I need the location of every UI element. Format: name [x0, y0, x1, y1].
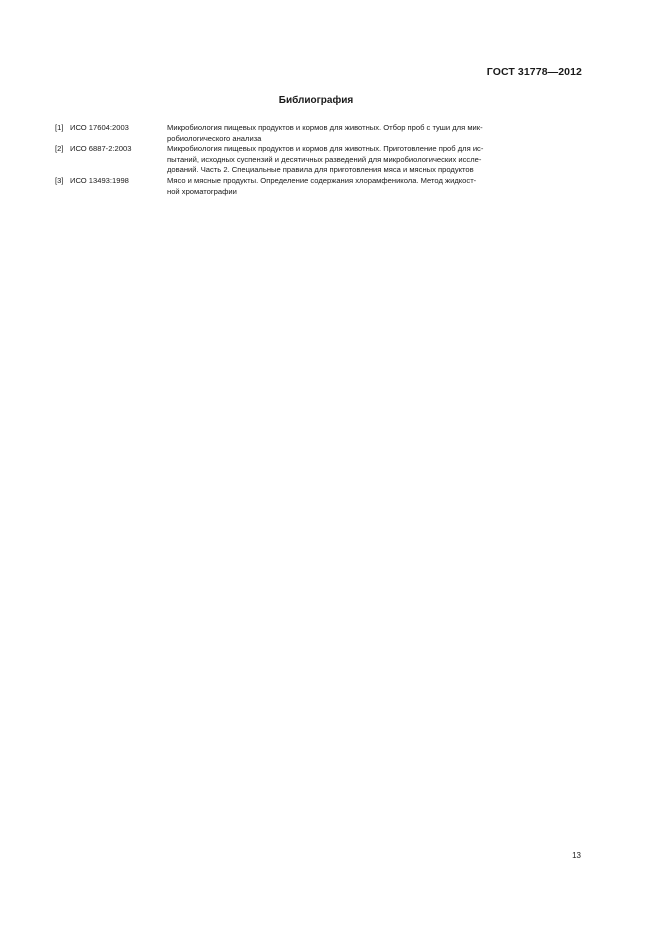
reference-line: робиологического анализа [167, 133, 262, 143]
reference-description [167, 144, 585, 176]
reference-list [55, 123, 585, 197]
reference-number: [2] [55, 144, 64, 154]
reference-number: [1] [55, 123, 64, 132]
reference-number: [3] [55, 175, 64, 185]
bibliography-title: Библиография [278, 95, 354, 106]
reference-line: Мясо и мясные продукты. Определение содержания хлорамфеникола. Метод жидкост- [167, 175, 477, 185]
page-number: 13 [572, 851, 581, 860]
reference-line: Микробиология пищевых продуктов и кормов для животных. Приготовление проб для ис- [167, 144, 484, 154]
reference-line: ной хроматографии [167, 186, 237, 196]
reference-standard-id: ИСО 13493:1998 [70, 175, 129, 185]
reference-item [55, 144, 585, 176]
reference-line: пытаний, исходных суспензий и десятичных разведений для микробиологических иссле- [167, 154, 482, 164]
reference-description [167, 123, 585, 144]
reference-standard-id: ИСО 17604:2003 [70, 123, 129, 132]
reference-item [55, 123, 585, 144]
document-code: ГОСТ 31778—2012 [486, 66, 582, 78]
reference-standard-id: ИСО 6887-2:2003 [70, 144, 132, 154]
reference-description [167, 176, 585, 197]
reference-line: дований. Часть 2. Специальные правила для приготовления мяса и мясных продуктов [167, 165, 474, 175]
reference-item [55, 176, 585, 197]
reference-line: Микробиология пищевых продуктов и кормов для животных. Отбор проб с туши для мик- [167, 123, 483, 132]
